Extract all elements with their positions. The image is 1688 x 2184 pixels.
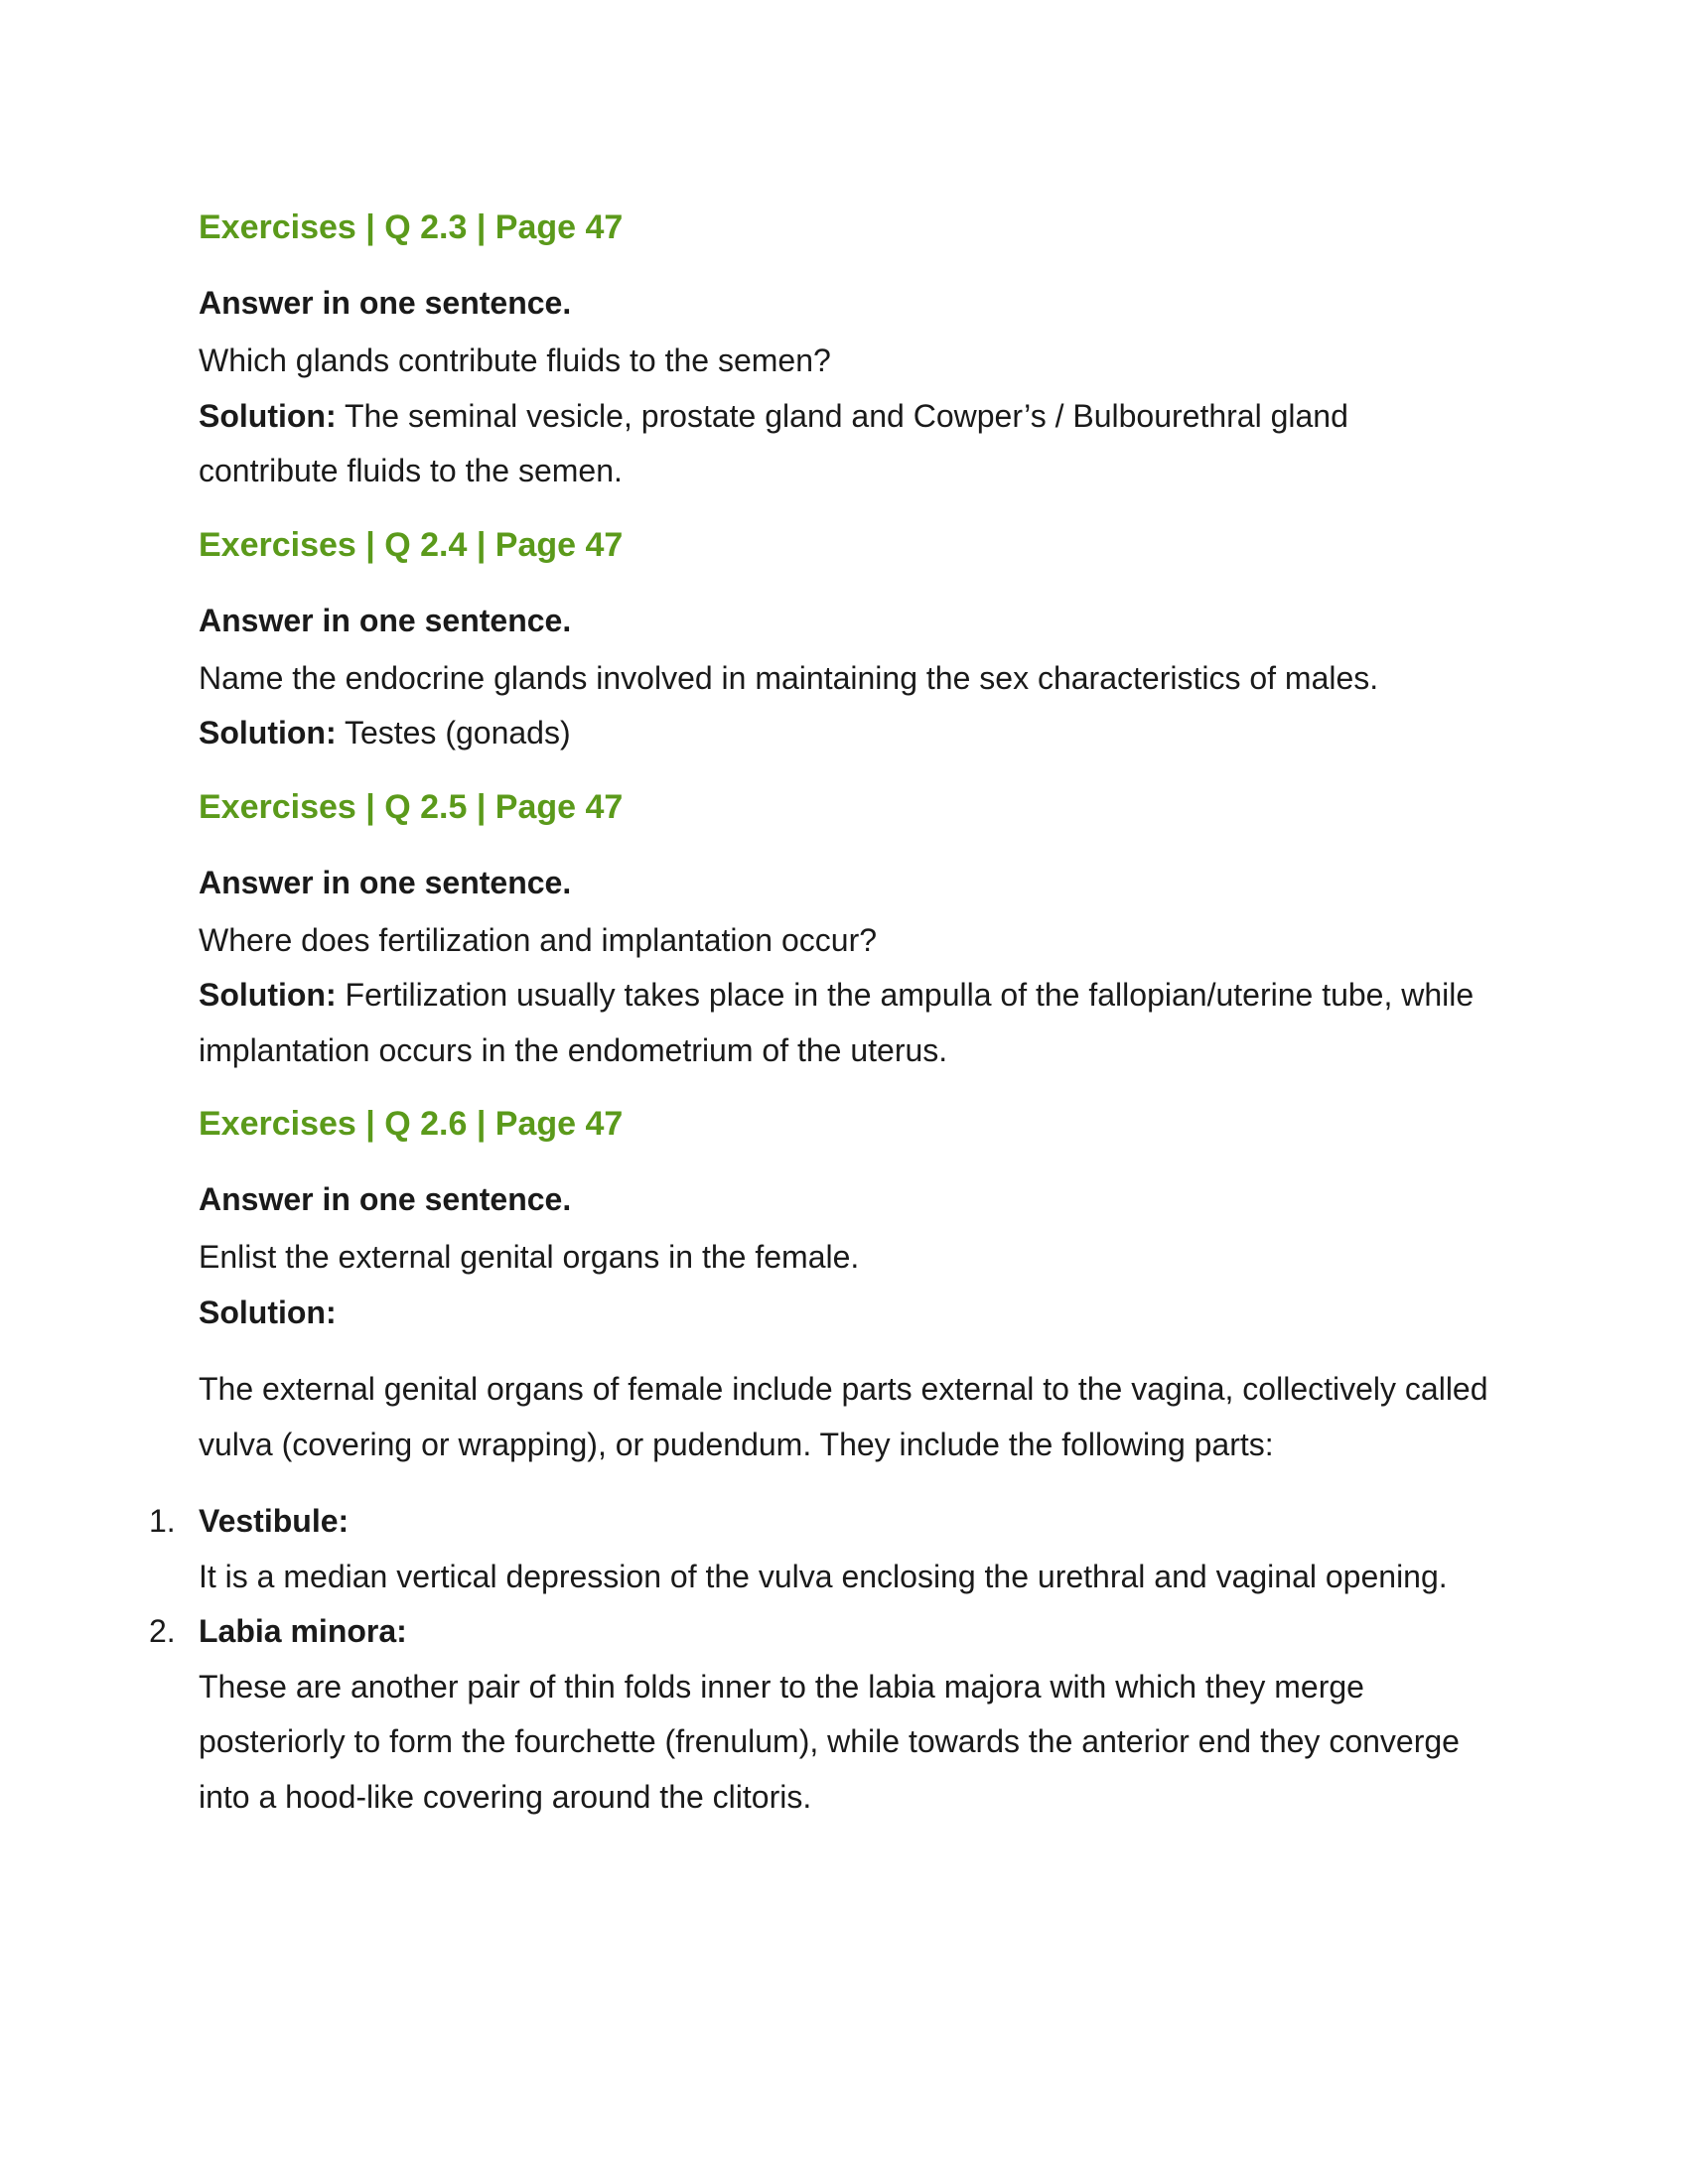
question-text: Which glands contribute fluids to the semen? <box>199 342 831 378</box>
question-type-label: Answer in one sentence. <box>199 285 572 321</box>
list-item <box>149 1494 1489 1604</box>
question-text: Where does fertilization and implantation occur? <box>199 921 878 958</box>
question-type-label: Answer in one sentence. <box>199 602 572 638</box>
exercise-heading: Exercises | Q 2.4 | Page 47 <box>199 525 624 564</box>
list-item-number: 2. <box>149 1613 176 1649</box>
question-text: Name the endocrine glands involved in maintaining the sex characteristics of males. <box>199 659 1379 696</box>
exercise-section-2-5 <box>199 783 1489 1079</box>
question-text: Enlist the external genital organs in the female. <box>199 1239 860 1275</box>
exercise-section-2-3 <box>199 204 1489 499</box>
solution-body: Fertilization usually takes place in the ampulla of the fallopian/uterine tube, while implantation occurs in the endometrium of the uterus. <box>199 977 1475 1068</box>
list-item-description: These are another pair of thin folds inner to the labia majora with which they merge posteriorly to form the fourchette (frenulum), while towards the anterior end they converge into a hood-like covering around the clitoris. <box>199 1668 1460 1815</box>
solution-label: Solution: <box>199 397 337 434</box>
list-item-title: Labia minora: <box>199 1613 407 1649</box>
external-genital-parts-list <box>149 1494 1489 1825</box>
exercise-section-2-6 <box>149 1100 1489 1825</box>
solution-text <box>199 389 1489 499</box>
exercise-heading: Exercises | Q 2.6 | Page 47 <box>199 1105 624 1143</box>
solution-paragraph: The external genital organs of female include parts external to the vagina, collectively called vulva (covering or wrapping), or pudendum. They include the following parts: <box>199 1371 1488 1462</box>
list-item-description: It is a median vertical depression of the vulva enclosing the urethral and vaginal opening. <box>199 1558 1448 1594</box>
list-item-number: 1. <box>149 1503 176 1539</box>
solution-text <box>199 968 1489 1078</box>
solution-body: The seminal vesicle, prostate gland and Cowper’s / Bulbourethral gland contribute fluids to the semen. <box>199 397 1348 488</box>
exercise-heading: Exercises | Q 2.5 | Page 47 <box>199 787 624 826</box>
solution-text <box>199 1286 1489 1341</box>
document-page <box>149 204 1489 1825</box>
exercise-section-2-4 <box>199 521 1489 761</box>
list-item <box>149 1604 1489 1825</box>
question-type-label: Answer in one sentence. <box>199 864 572 900</box>
list-item-title: Vestibule: <box>199 1503 350 1539</box>
solution-label: Solution: <box>199 977 337 1013</box>
solution-body: Testes (gonads) <box>336 715 571 751</box>
solution-text <box>199 706 1489 761</box>
exercise-heading: Exercises | Q 2.3 | Page 47 <box>199 208 624 246</box>
solution-label: Solution: <box>199 1294 337 1330</box>
solution-label: Solution: <box>199 715 337 751</box>
question-type-label: Answer in one sentence. <box>199 1181 572 1217</box>
